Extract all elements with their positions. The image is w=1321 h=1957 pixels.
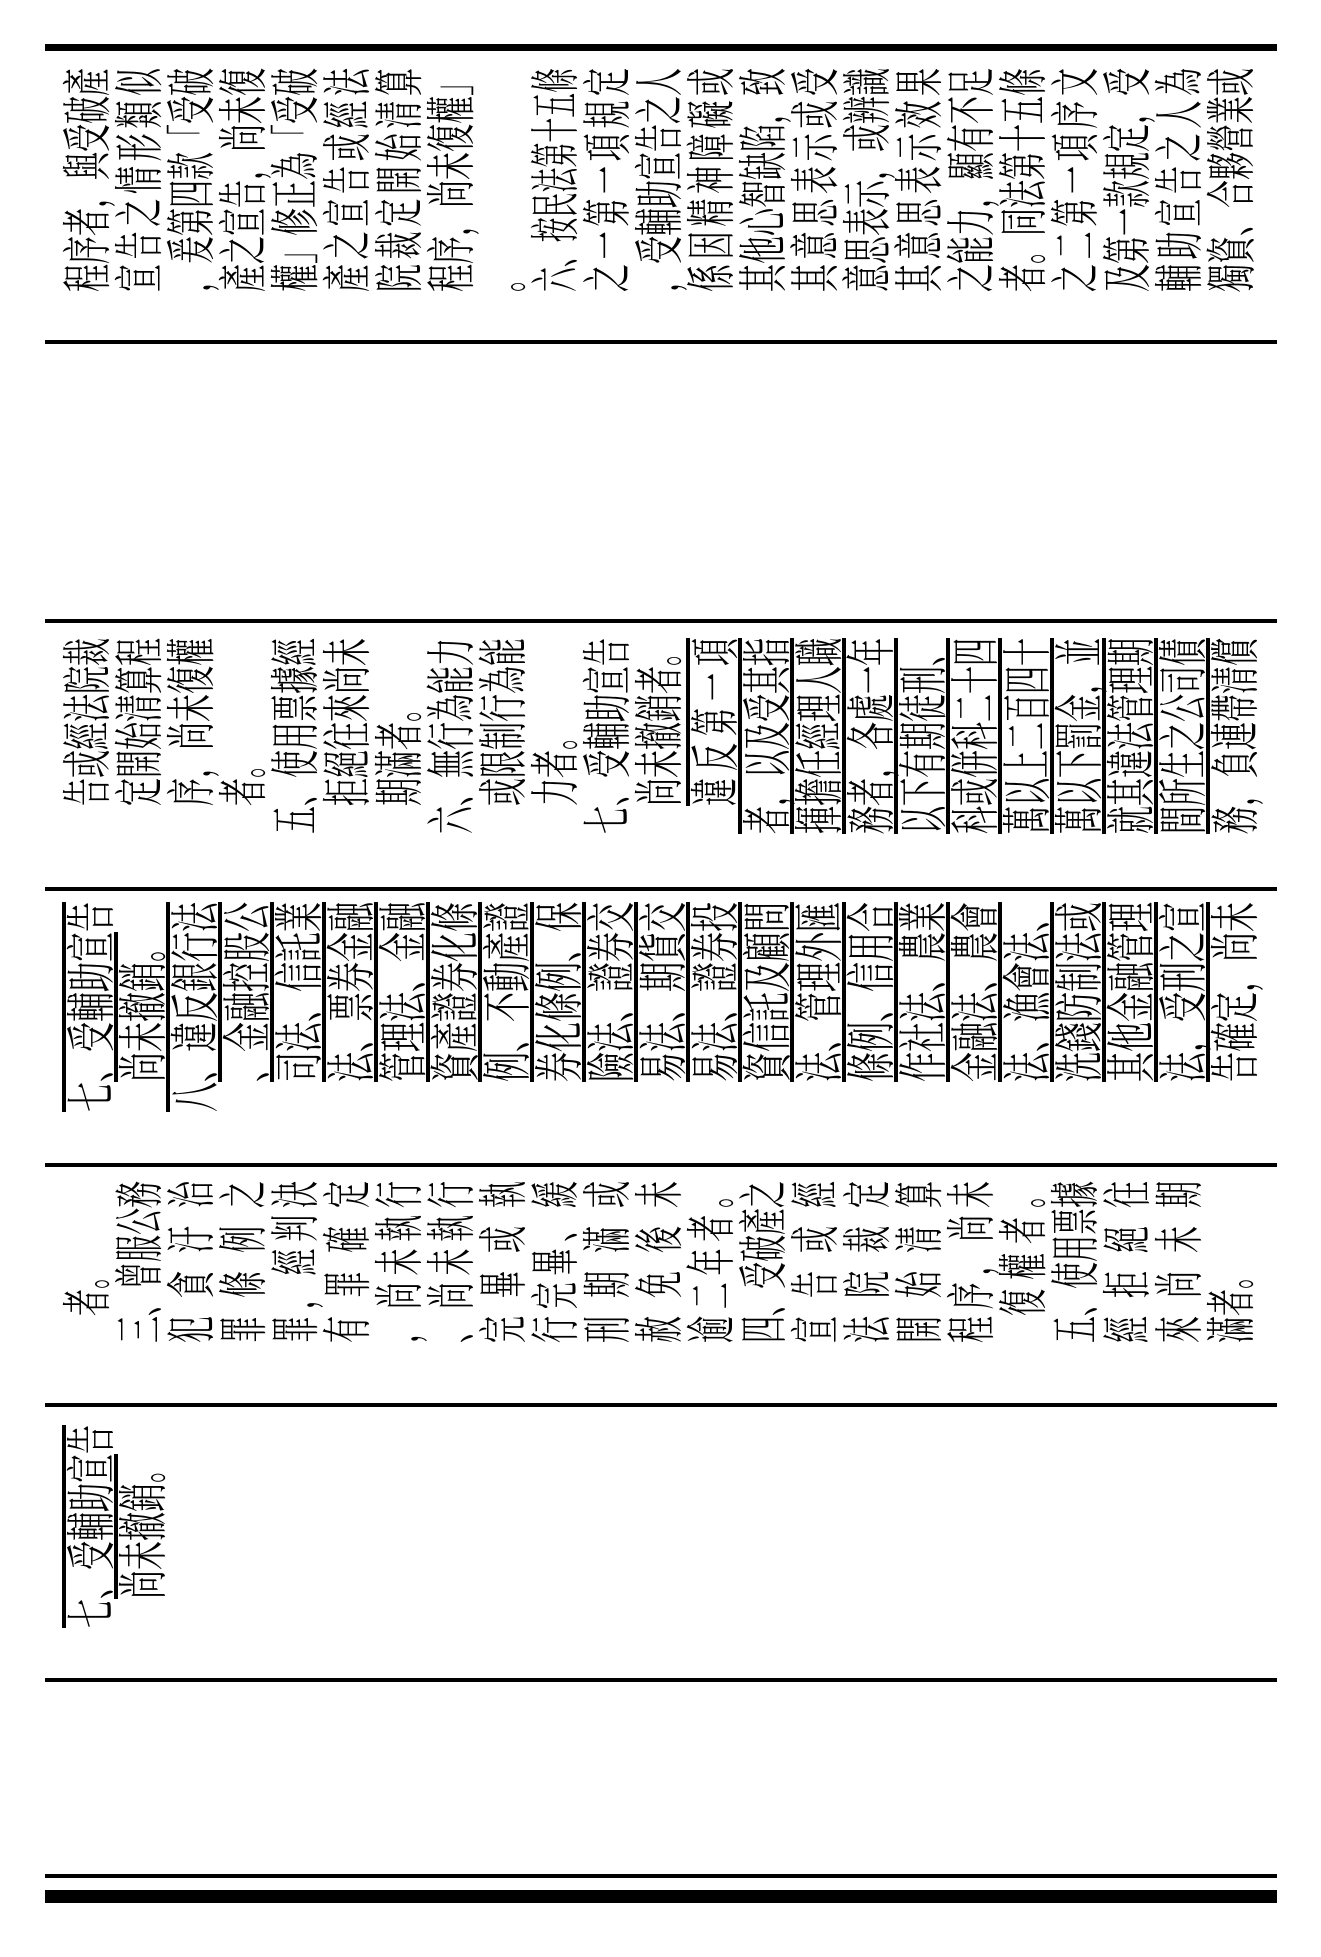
text-line: 資信託及顧問 [739,902,797,1082]
text-line: 八、違反銀行法 [167,902,225,1112]
text-line: 七、受輔助宣告 [579,638,637,834]
text-line: 定開始清算程 [111,638,169,806]
table-outer-rule-left-inner [45,1874,1277,1878]
column-rule-6 [45,1678,1277,1682]
text-line: 序，尚未復權 [163,638,221,806]
text-line: 告確定，尚未 [1207,902,1265,1082]
text-line: 之一第一項規定 [579,68,637,292]
text-line: 尚未撤銷。 [115,1454,173,1599]
text-line: 萬以上二百四十 [999,638,1057,834]
text-line: 拒絕往來尚未 [319,638,377,806]
text-line: 宣告或經 [787,1181,845,1343]
text-line: 法、管理外匯 [791,902,849,1082]
text-line: 意思表示，或辨識 [839,68,897,292]
text-line: 尚未撤銷者。 [631,638,689,806]
text-line: 之二第一項序文 [1047,68,1105,292]
text-line: 法，受刑之宣 [1155,902,1213,1082]
text-line: 券化條例、保 [531,902,589,1082]
text-line: 易法、期貨交 [635,902,693,1082]
text-line: 科或併科二十四 [947,638,1005,834]
text-line: 有罪確定 [319,1181,377,1343]
text-line: 係因精神障礙或 [683,68,741,292]
text-line: 程序者，與受破產 [59,68,117,292]
text-line: 逾二年者。 [683,1181,741,1343]
text-line: 程序，尚未 [943,1181,1001,1343]
text-line: ，爰第四款「受破 [163,68,221,292]
text-line: 險法、證券交 [583,902,641,1082]
text-line: 尚未撤銷。 [115,932,173,1082]
text-line: 宣告之情形類似 [111,68,169,292]
text-line: 就其違法管理期 [1103,638,1161,834]
text-line: 刑期滿或 [579,1181,637,1343]
text-line: 揮擔任經理人職 [791,638,849,834]
text-line: 務，負連帶清償 [1207,638,1265,834]
text-line: 期滿者。 [371,694,429,806]
text-line: 權」修正為「受破 [267,68,325,292]
text-line: 獨資、合夥營業或 [1203,68,1261,292]
table-outer-rule-left [45,1890,1277,1903]
text-line: 七、受輔助宣告 [63,1425,121,1628]
text-line: 開始清算 [891,1181,949,1343]
text-line: 司法、信託業 [271,902,329,1082]
text-line: 務者，各處一年 [843,638,901,834]
text-line: 法、漁會法、 [999,902,1057,1082]
text-line: 赦免後未 [631,1181,689,1343]
text-line: 者。 [59,1262,117,1316]
text-line: 法、票券金融 [323,902,381,1082]
text-line: 經拒絕往 [1099,1181,1157,1343]
text-line: 程序，尚未復權」 [423,68,481,292]
band-6-new-underlined-item [62,1278,173,1628]
text-line: 罪條例之 [215,1181,273,1343]
text-line: 復權者。 [995,1181,1053,1316]
column-rule-1 [45,340,1277,344]
text-line: 罪，經判決 [267,1181,325,1343]
band-1-explanation-text [59,0,1261,292]
column-rule-5 [45,1403,1277,1407]
text-line: 及第一款規定，受 [1099,68,1157,292]
text-line: 來尚未期 [1151,1181,1209,1343]
text-line: 六、無行為能力 [423,638,481,834]
text-line: 易法、證券投 [687,902,745,1082]
text-line: 洗錢防制法或 [1051,902,1109,1082]
text-line: 其他心智缺陷，致 [735,68,793,292]
text-line: 輔助宣告之人為 [1151,68,1209,292]
text-line: 產之宣告或經法 [319,68,377,292]
text-line: 間所生之公司債 [1155,638,1213,834]
text-line: 之能力，顯有不足 [943,68,1001,292]
text-line: 行完畢、緩 [527,1181,585,1343]
text-line: 產之宣告，尚未復 [215,68,273,292]
text-line: 法院裁定 [839,1181,897,1343]
text-line: 三、曾服公務 [111,1181,169,1343]
text-line: ，尚未執行 [371,1181,429,1343]
text-line: 五、使用票據 [1047,1181,1105,1343]
band-5-current-article-continuation [59,1043,1261,1343]
text-line: 告或經法院裁 [59,638,117,806]
text-line: 者，以及受其指 [739,638,797,834]
text-line: 資產證券化條 [427,902,485,1082]
text-line: ，受輔助宣告之人 [631,68,689,292]
text-line: 完畢或執 [475,1181,533,1343]
text-line: 者。 [215,750,273,806]
text-line: 作社法、農業 [895,902,953,1082]
text-line: 者。同法第十五條 [995,68,1053,292]
text-line: 萬以下罰金，並 [1051,638,1109,834]
text-line: 例、不動產證 [479,902,537,1082]
text-line: 力者。 [527,722,585,806]
text-line: 或限制行為能 [475,638,533,806]
text-line: 其意思表示效果 [891,68,949,292]
text-line: 其意思表示或受 [787,68,845,292]
text-line: 。 [475,264,533,292]
text-line: 金融法、農會 [947,902,1005,1082]
text-line: 四、受破產之 [735,1181,793,1343]
text-line: 五、使用票據經 [267,638,325,834]
text-line: 以下有期徒刑、 [895,638,953,834]
text-line: 院裁定開始清算 [371,68,429,292]
text-line: 管理法、金融 [375,902,433,1082]
text-line: 違反第一項 [687,638,745,806]
text-line: 犯貪汙治 [163,1181,221,1343]
text-line: 六、按民法第十五條 [527,67,585,292]
text-line: 其他金融管理 [1103,902,1161,1082]
text-line: 、尚未執行 [423,1181,481,1343]
text-line: 七、受輔助宣告 [63,902,121,1112]
text-line: 、金融控股公 [219,902,277,1082]
text-line: 條例、信用合 [843,902,901,1082]
text-line: 滿者。 [1203,1262,1261,1343]
